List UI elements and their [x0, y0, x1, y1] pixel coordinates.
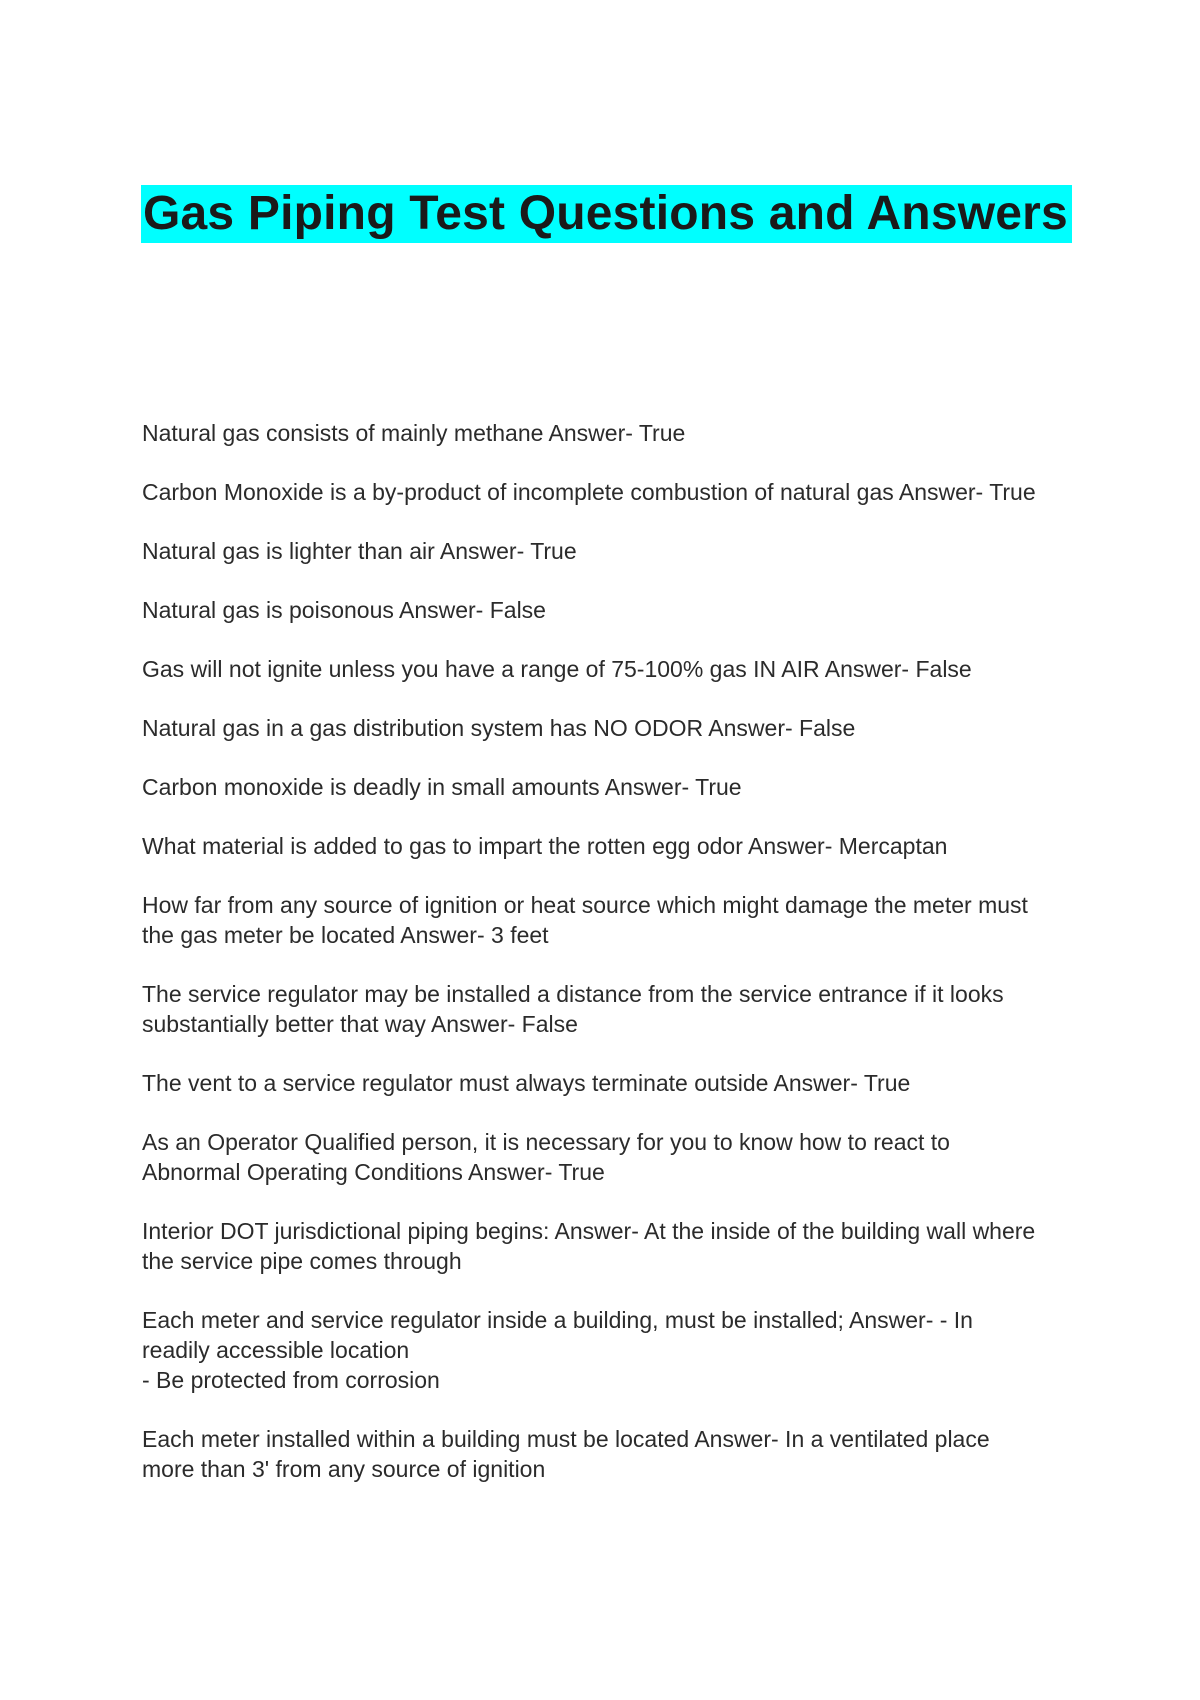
- qa-list: [142, 418, 1082, 1513]
- qa-item: Interior DOT jurisdictional piping begins: Answer- At the inside of the building wall where the service pipe comes through: [142, 1218, 1036, 1274]
- qa-item: Natural gas is lighter than air Answer- True: [142, 538, 577, 564]
- document-title: Gas Piping Test Questions and Answers: [141, 185, 1072, 243]
- qa-item: Natural gas in a gas distribution system has NO ODOR Answer- False: [142, 715, 856, 741]
- qa-item: Natural gas consists of mainly methane Answer- True: [142, 420, 686, 446]
- qa-item: How far from any source of ignition or heat source which might damage the meter must the gas meter be located Answer- 3 feet: [142, 892, 1028, 948]
- title-container: [141, 185, 1072, 243]
- qa-item: What material is added to gas to impart the rotten egg odor Answer- Mercaptan: [142, 833, 948, 859]
- qa-item: Carbon Monoxide is a by-product of incomplete combustion of natural gas Answer- True: [142, 479, 1036, 505]
- qa-item: Each meter and service regulator inside a building, must be installed; Answer- - In readily accessible location - Be protected from corrosion: [142, 1307, 973, 1393]
- qa-item: Carbon monoxide is deadly in small amounts Answer- True: [142, 774, 742, 800]
- qa-item: The vent to a service regulator must always terminate outside Answer- True: [142, 1070, 911, 1096]
- qa-item: The service regulator may be installed a distance from the service entrance if it looks substantially better that way Answer- False: [142, 981, 1004, 1037]
- qa-item: As an Operator Qualified person, it is necessary for you to know how to react to Abnormal Operating Conditions Answer- True: [142, 1129, 950, 1185]
- qa-item: Each meter installed within a building must be located Answer- In a ventilated place more than 3' from any source of ignition: [142, 1426, 990, 1482]
- qa-item: Gas will not ignite unless you have a range of 75-100% gas IN AIR Answer- False: [142, 656, 972, 682]
- qa-item: Natural gas is poisonous Answer- False: [142, 597, 546, 623]
